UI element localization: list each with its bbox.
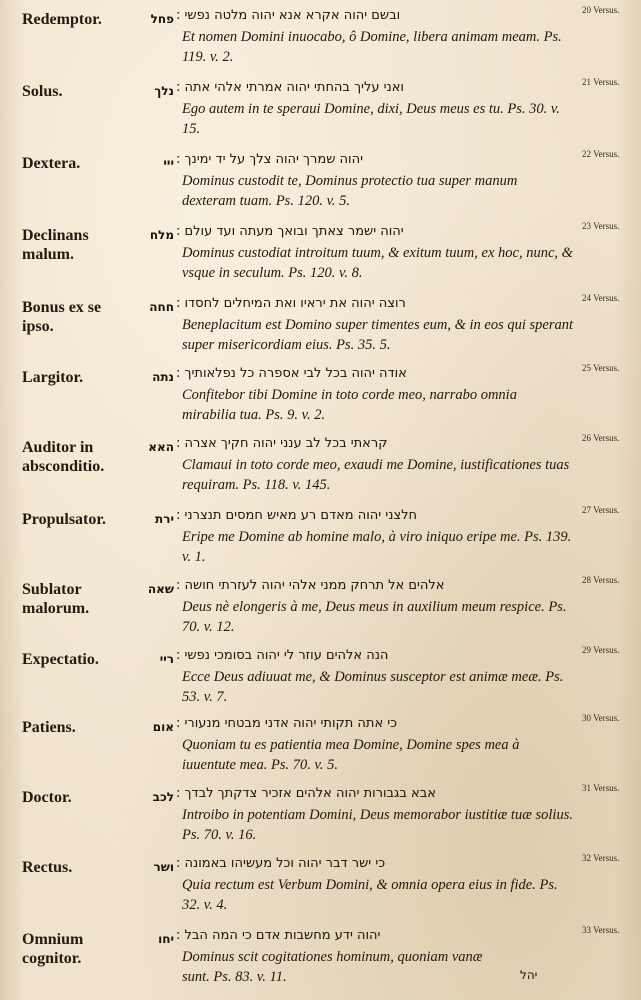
latin-verse: Ecce Deus adiuuat me, & Dominus susceptor est animæ meæ. Ps. 53. v. 7. — [182, 669, 564, 705]
verse-number: 24 Versus. — [582, 293, 620, 303]
hebrew-letters: ירת — [155, 512, 174, 526]
hebrew-letters: שאה — [147, 582, 174, 596]
latin-verse: Quoniam tu es patientia mea Domine, Domine spes mea à iuuentute mea. Ps. 70. v. 5. — [182, 737, 520, 773]
hebrew-verse: יהוה ישמר צאתך ובואך מעתה ועד עולם : — [176, 224, 404, 239]
entry-label: Auditor in absconditio. — [22, 439, 105, 475]
hebrew-letters: חחה — [149, 300, 174, 314]
hebrew-verse: קראתי בכל לב ענני יהוה חקיך אצרה : — [176, 436, 388, 451]
entry-label: Doctor. — [22, 789, 72, 806]
entry-dextera — [0, 144, 641, 216]
entry-declinans-malum — [0, 216, 641, 288]
entry-propulsator — [0, 500, 641, 572]
hebrew-letters: אום — [152, 720, 174, 734]
hebrew-letters: ייי — [163, 156, 174, 170]
latin-verse: Dominus custodiat introitum tuum, & exitum tuum, ex hoc, nunc, & vsque in seculum. Ps. 120. v. 8. — [182, 245, 573, 281]
entry-sublator-malorum — [0, 570, 641, 642]
entry-label: Expectatio. — [22, 651, 99, 668]
hebrew-verse: אלהים אל תרחק ממני אלהי יהוה לעזרתי חושה : — [176, 578, 445, 593]
entry-doctor — [0, 778, 641, 850]
verse-number: 32 Versus. — [582, 853, 620, 863]
verse-number: 27 Versus. — [582, 505, 620, 515]
latin-verse: Beneplacitum est Domino super timentes eum, & in eos qui sperant super misericordiam eius. Ps. 35. 5. — [182, 317, 574, 353]
hebrew-margin-letters: יהל — [520, 968, 538, 982]
verse-number: 23 Versus. — [582, 221, 620, 231]
verse-number: 26 Versus. — [582, 433, 620, 443]
hebrew-verse: ובשם יהוה אקרא אנא יהוה מלטה נפשי : — [176, 8, 401, 23]
entry-largitor — [0, 358, 641, 430]
hebrew-verse: ואני עליך בהחתי יהוה אמרתי אלהי אתה : — [176, 80, 404, 95]
hebrew-letters: יחו — [158, 932, 174, 946]
entry-label: Largitor. — [22, 369, 84, 386]
entry-rectus — [0, 848, 641, 920]
entry-auditor — [0, 428, 641, 500]
latin-verse: Introibo in potentiam Domini, Deus memorabor iustitiæ tuæ solius. Ps. 70. v. 16. — [182, 807, 573, 843]
hebrew-letters: האא — [148, 440, 174, 454]
hebrew-letters: ריי — [159, 652, 174, 666]
verse-number: 31 Versus. — [582, 783, 620, 793]
hebrew-letters: מלח — [149, 228, 174, 242]
hebrew-letters: נתה — [152, 370, 174, 384]
hebrew-verse: אודה יהוה בכל לבי אספרה כל נפלאותיך : — [176, 366, 407, 381]
entry-label: Bonus ex se ipso. — [22, 299, 102, 335]
hebrew-verse: כי ישר דבר יהוה וכל מעשיהו באמונה : — [176, 856, 386, 871]
entry-label: Rectus. — [22, 859, 73, 876]
verse-number: 28 Versus. — [582, 575, 620, 585]
hebrew-letters: ושר — [153, 860, 174, 874]
latin-verse: Et nomen Domini inuocabo, ô Domine, libera animam meam. Ps. 119. v. 2. — [182, 29, 562, 65]
hebrew-verse: יהוה שמרך יהוה צלך על יד ימינך : — [176, 152, 363, 167]
latin-verse: Clamaui in toto corde meo, exaudi me Domine, iustificationes tuas requiram. Ps. 118. v. 145. — [182, 457, 570, 493]
verse-number: 22 Versus. — [582, 149, 620, 159]
verse-number: 21 Versus. — [582, 77, 620, 87]
hebrew-verse: רוצה יהוה את יראיו ואת המיחלים לחסדו : — [176, 296, 406, 311]
latin-verse: Dominus custodit te, Dominus protectio tua super manum dexteram tuam. Ps. 120. v. 5. — [182, 173, 518, 209]
hebrew-letters: לכב — [152, 790, 174, 804]
entry-patiens — [0, 708, 641, 780]
latin-verse: Ego autem in te speraui Domine, dixi, Deus meus es tu. Ps. 30. v. 15. — [182, 101, 560, 137]
verse-number: 30 Versus. — [582, 713, 620, 723]
entry-label: Solus. — [22, 83, 63, 100]
entry-label: Declinans malum. — [22, 227, 89, 263]
hebrew-verse: הנה אלהים עוזר לי יהוה בסומכי נפשי : — [176, 648, 389, 663]
latin-verse: Quia rectum est Verbum Domini, & omnia opera eius in fide. Ps. 32. v. 4. — [182, 877, 558, 913]
hebrew-verse: אבא בגבורות יהוה אלהים אזכיר צדקתך לבדך : — [176, 786, 436, 801]
hebrew-verse: חלצני יהוה מאדם רע מאיש חמסים תנצרני : — [176, 508, 418, 523]
latin-verse: Confitebor tibi Domine in toto corde meo, narrabo omnia mirabilia tua. Ps. 9. v. 2. — [182, 387, 517, 423]
entry-label: Patiens. — [22, 719, 76, 736]
entry-label: Redemptor. — [22, 11, 102, 28]
entry-expectatio — [0, 640, 641, 712]
hebrew-letters: פחל — [150, 12, 174, 26]
entry-redemptor — [0, 0, 641, 72]
verse-number: 29 Versus. — [582, 645, 620, 655]
entry-label: Dextera. — [22, 155, 81, 172]
entry-label: Propulsator. — [22, 511, 107, 528]
latin-verse: Dominus scit cogitationes hominum, quoniam vanæ sunt. Ps. 83. v. 11. — [182, 949, 483, 985]
entry-solus — [0, 72, 641, 144]
entry-label: Omnium cognitor. — [22, 931, 84, 967]
verse-number: 20 Versus. — [582, 5, 620, 15]
hebrew-verse: יהוה ידע מחשבות אדם כי המה הבל : — [176, 928, 381, 943]
latin-verse: Deus nè elongeris à me, Deus meus in auxilium meum respice. Ps. 70. v. 12. — [182, 599, 567, 635]
entry-label: Sublator malorum. — [22, 581, 90, 617]
verse-number: 33 Versus. — [582, 925, 620, 935]
verse-number: 25 Versus. — [582, 363, 620, 373]
latin-verse: Eripe me Domine ab homine malo, à viro iniquo eripe me. Ps. 139. v. 1. — [182, 529, 572, 565]
hebrew-verse: כי אתה תקותי יהוה אדני מבטחי מנעורי : — [176, 716, 398, 731]
hebrew-letters: נלך — [154, 84, 174, 98]
entry-bonus-ex-se-ipso — [0, 288, 641, 360]
entry-omnium-cognitor — [0, 920, 641, 992]
